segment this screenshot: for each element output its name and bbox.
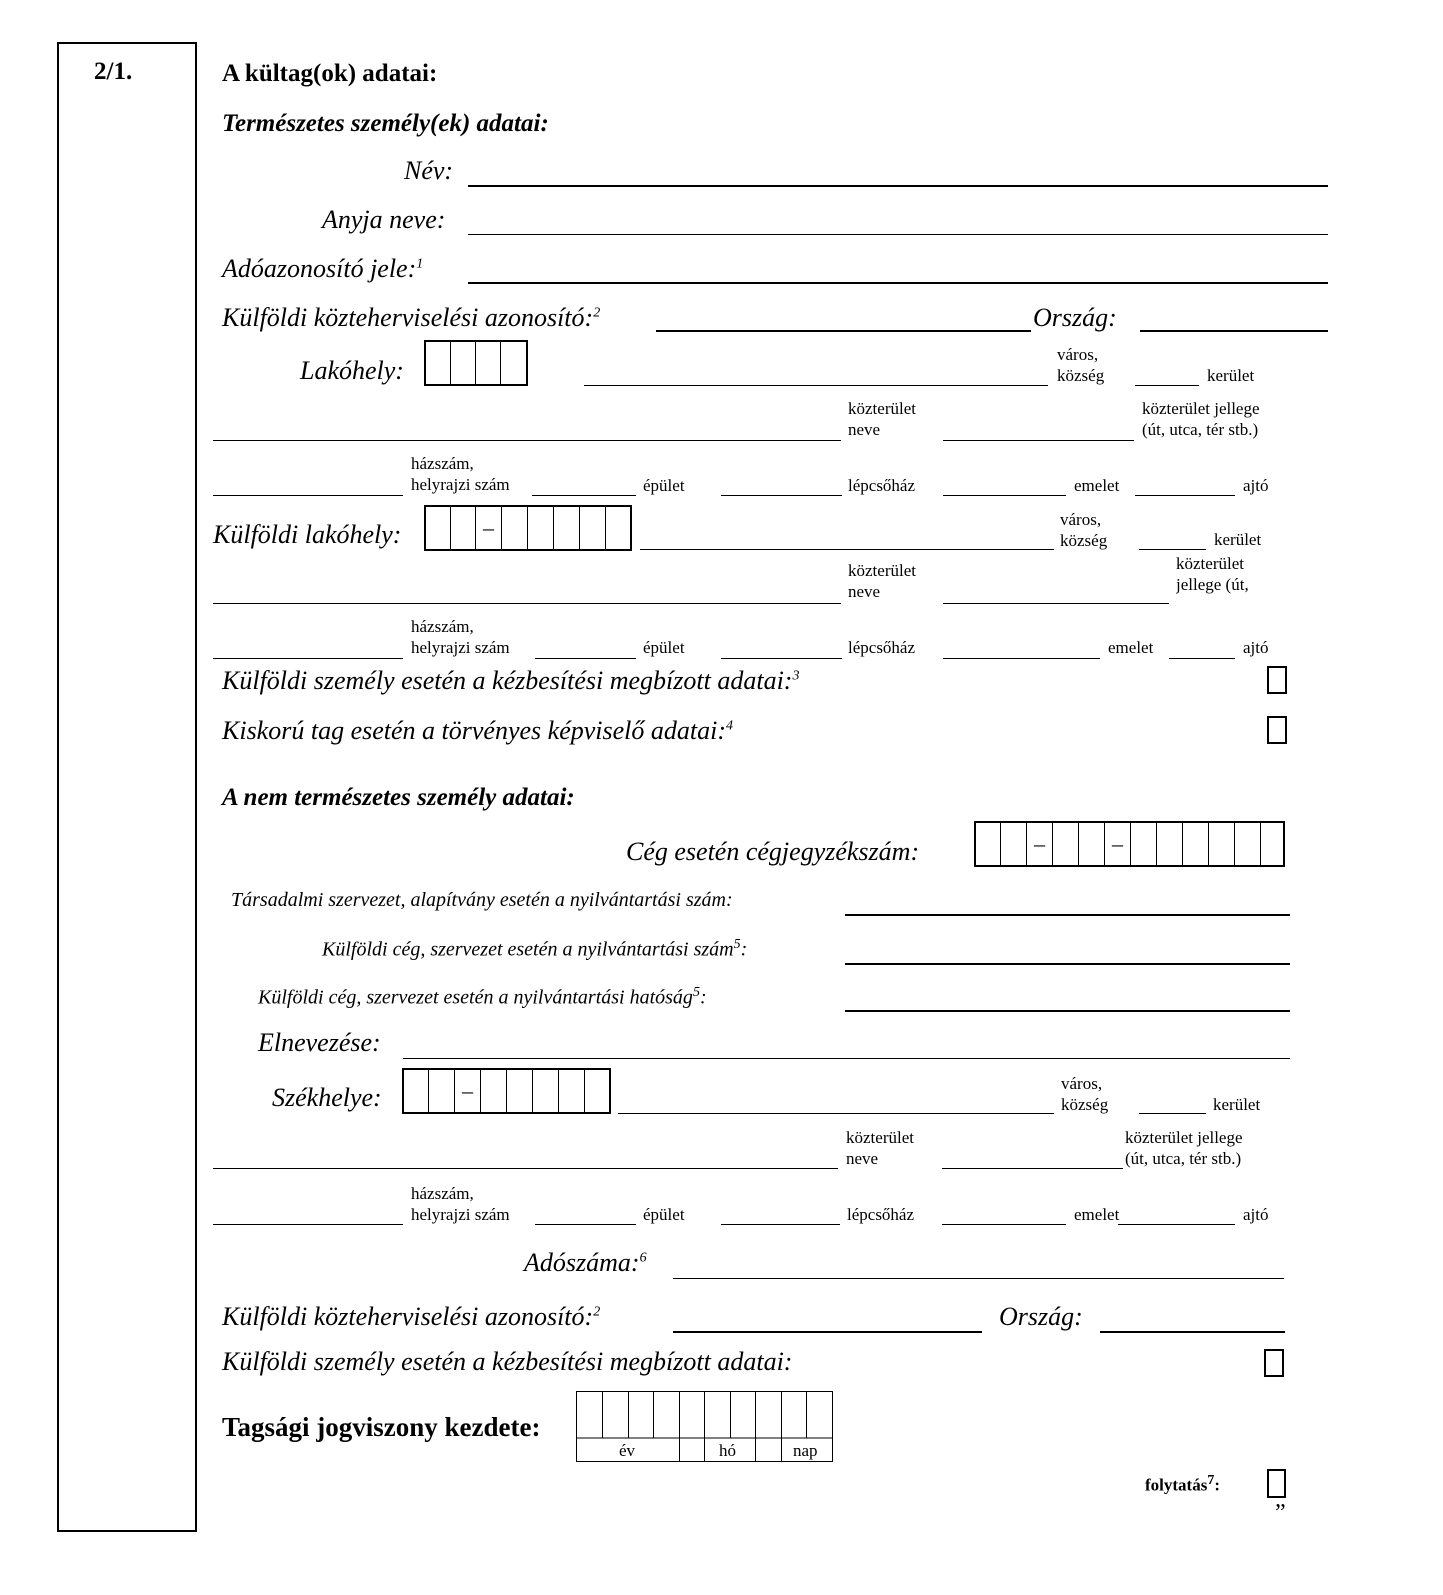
street-name-label: közterület neve [848, 561, 916, 601]
legal-person-heading: A nem természetes személy adatai: [222, 784, 575, 811]
legal-country-field[interactable] [1100, 1331, 1285, 1333]
continuation-checkbox[interactable] [1267, 1469, 1286, 1498]
residence-floor-field[interactable] [943, 495, 1066, 496]
legal-foreign-id-field[interactable] [673, 1331, 982, 1333]
floor-label: emelet [1074, 476, 1120, 495]
foreign-building-field[interactable] [535, 658, 636, 659]
seat-floor-field[interactable] [942, 1224, 1066, 1225]
street-name-label: közterület neve [848, 399, 916, 439]
membership-start-label: Tagsági jogviszony kezdete: [222, 1412, 541, 1442]
foreign-id-label: Külföldi közteherviselési azonosító:$^2$ [222, 303, 601, 332]
house-label: házszám, helyrajzi szám [411, 617, 510, 657]
residence-building-field[interactable] [532, 495, 636, 496]
door-label: ajtó [1243, 1205, 1269, 1224]
foreign-id-field[interactable] [656, 330, 1031, 332]
year-label: év [619, 1441, 636, 1460]
legal-name-label: Elnevezése: [258, 1028, 381, 1057]
seat-city-field[interactable] [618, 1113, 1054, 1114]
country-label: Ország: [1033, 303, 1117, 332]
foreign-postcode-boxes[interactable]: – [424, 505, 632, 551]
legal-delivery-agent-label: Külföldi személy esetén a kézbesítési megbízott adatai: [222, 1347, 793, 1376]
foreign-house-field[interactable] [213, 658, 403, 659]
delivery-agent-checkbox[interactable] [1267, 666, 1287, 694]
house-label: házszám, helyrajzi szám [411, 1184, 510, 1224]
ngo-reg-label: Társadalmi szervezet, alapítvány esetén a nyilvántartási szám: [231, 889, 733, 911]
staircase-label: lépcsőház [848, 638, 916, 657]
section-number-column [57, 42, 197, 1532]
seat-door-field[interactable] [1118, 1224, 1235, 1225]
foreign-reg-label: Külföldi cég, szervezet esetén a nyilvántartási szám$^5$: [322, 937, 748, 961]
residence-street-field[interactable] [213, 440, 841, 441]
section-number: 2/1. [94, 58, 133, 85]
taxid-label: Adóazonosító jele:$^1$ [222, 254, 424, 283]
district-label: kerület [1213, 1095, 1261, 1114]
name-label: Név: [404, 156, 454, 185]
building-label: épület [643, 476, 685, 495]
residence-staircase-field[interactable] [721, 495, 842, 496]
residence-door-field[interactable] [1135, 495, 1235, 496]
taxnum-field[interactable] [673, 1278, 1284, 1279]
foreign-residence-label: Külföldi lakóhely: [213, 520, 402, 549]
foreign-authority-field[interactable] [845, 1010, 1290, 1012]
street-name-label: közterület neve [846, 1128, 914, 1168]
country-field[interactable] [1140, 330, 1328, 332]
seat-street-field[interactable] [213, 1168, 838, 1169]
mother-name-field[interactable] [468, 234, 1328, 235]
district-label: kerület [1214, 530, 1262, 549]
legal-country-label: Ország: [999, 1302, 1083, 1331]
foreign-reg-field[interactable] [845, 963, 1290, 965]
foreign-city-field[interactable] [640, 549, 1054, 550]
foreign-district-field[interactable] [1139, 549, 1206, 550]
seat-street-type-field[interactable] [942, 1168, 1123, 1169]
staircase-label: lépcsőház [847, 1205, 915, 1224]
company-reg-boxes[interactable]: – – [974, 821, 1285, 867]
legal-foreign-id-label: Külföldi közteherviselési azonosító:$^2$ [222, 1302, 601, 1331]
building-label: épület [643, 1205, 685, 1224]
city-label: város, község [1061, 1074, 1109, 1114]
legal-name-field[interactable] [403, 1058, 1290, 1059]
closing-quote: ” [1275, 1500, 1286, 1526]
residence-label: Lakóhely: [300, 356, 404, 385]
foreign-door-field[interactable] [1169, 658, 1235, 659]
foreign-floor-field[interactable] [943, 658, 1100, 659]
residence-postcode-boxes[interactable] [424, 340, 528, 386]
form-title: A kültag(ok) adatai: [222, 60, 438, 87]
door-label: ajtó [1243, 638, 1269, 657]
foreign-staircase-field[interactable] [721, 658, 842, 659]
building-label: épület [643, 638, 685, 657]
floor-label: emelet [1108, 638, 1154, 657]
seat-staircase-field[interactable] [721, 1224, 840, 1225]
legal-delivery-agent-checkbox[interactable] [1264, 1349, 1284, 1377]
minor-representative-checkbox[interactable] [1267, 716, 1287, 744]
taxnum-label: Adószáma:$^6$ [524, 1248, 647, 1277]
residence-street-type-field[interactable] [943, 440, 1134, 441]
delivery-agent-label: Külföldi személy esetén a kézbesítési megbízott adatai:$^3$ [222, 666, 800, 695]
ngo-reg-field[interactable] [845, 914, 1290, 916]
seat-district-field[interactable] [1139, 1113, 1206, 1114]
name-field[interactable] [468, 185, 1328, 187]
residence-house-field[interactable] [213, 495, 403, 496]
foreign-street-type-field[interactable] [943, 603, 1169, 604]
residence-city-field[interactable] [584, 385, 1048, 386]
house-label: házszám, helyrajzi szám [411, 454, 510, 494]
foreign-street-field[interactable] [213, 603, 841, 604]
street-type-label: közterület jellege (út, utca, tér stb.) [1125, 1128, 1243, 1168]
company-reg-label: Cég esetén cégjegyzékszám: [626, 837, 920, 866]
seat-postcode-boxes[interactable]: – [402, 1068, 611, 1114]
floor-label: emelet [1074, 1205, 1120, 1224]
taxid-field[interactable] [468, 282, 1328, 284]
foreign-authority-label: Külföldi cég, szervezet esetén a nyilvántartási hatóság$^5$: [258, 985, 707, 1009]
continuation-label: folytatás$^7$: [1145, 1473, 1220, 1495]
staircase-label: lépcsőház [848, 476, 916, 495]
door-label: ajtó [1243, 476, 1269, 495]
city-label: város, község [1057, 345, 1105, 385]
seat-building-field[interactable] [535, 1224, 636, 1225]
city-label: város, község [1060, 510, 1108, 550]
seat-label: Székhelye: [272, 1083, 382, 1112]
minor-representative-label: Kiskorú tag esetén a törvényes képviselő adatai:$^4$ [222, 716, 733, 745]
membership-date-grid[interactable] [576, 1391, 833, 1462]
natural-person-heading: Természetes személy(ek) adatai: [222, 110, 549, 137]
street-type-label: közterület jellege (út, [1176, 554, 1249, 594]
residence-district-field[interactable] [1135, 385, 1199, 386]
street-type-label: közterület jellege (út, utca, tér stb.) [1142, 399, 1260, 439]
seat-house-field[interactable] [213, 1224, 403, 1225]
month-label: hó [719, 1441, 736, 1460]
district-label: kerület [1207, 366, 1255, 385]
day-label: nap [793, 1441, 818, 1460]
mother-name-label: Anyja neve: [322, 205, 446, 234]
